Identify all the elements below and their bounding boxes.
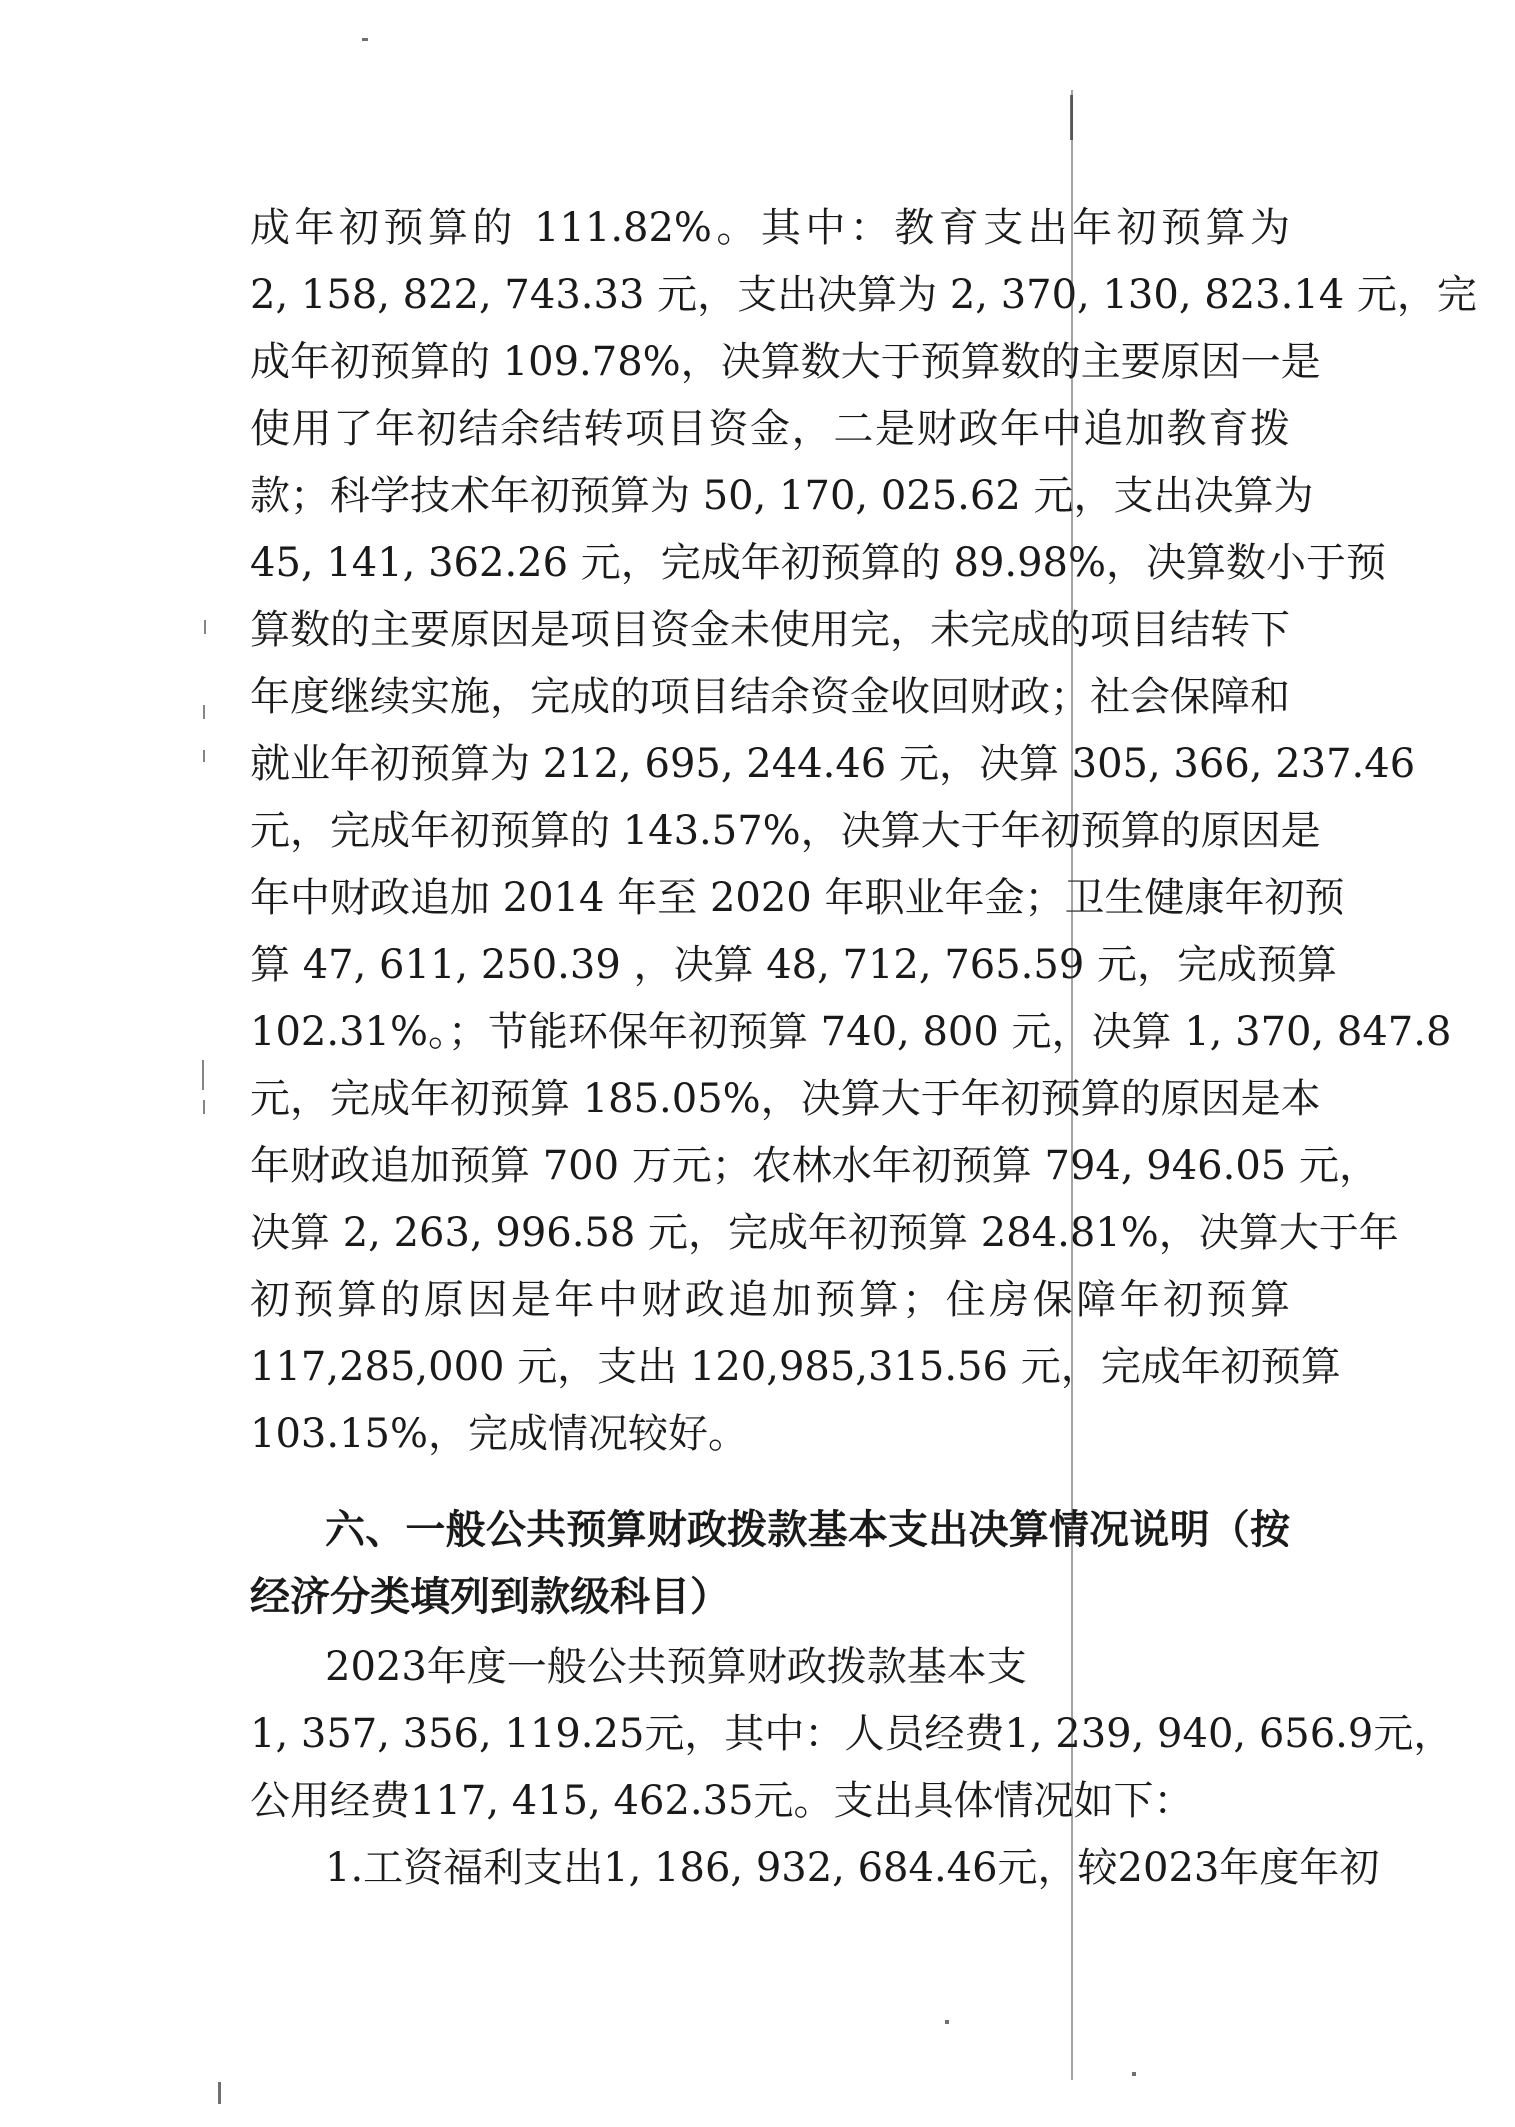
scan-speck [218,2082,221,2104]
scan-speck [362,38,368,41]
section-heading: 六、一般公共预算财政拨款基本支出决算情况说明（按 [325,1506,1290,1553]
body-text-line: 使用了年初结余结转项目资金，二是财政年中追加教育拨 [250,406,1290,452]
body-text-line: 1, 357, 356, 119.25元，其中：人员经费1, 239, 940, 656.9元， [250,1711,1454,1757]
body-text-line: 2, 158, 822, 743.33 元，支出决算为 2, 370, 130, 823.14 元，完 [250,272,1477,318]
body-text-line: 2023年度一般公共预算财政拨款基本支 [325,1644,1027,1690]
body-text-line: 款；科学技术年初预算为 50, 170, 025.62 元，支出决算为 [250,473,1314,519]
body-text-line: 决算 2, 263, 996.58 元，完成年初预算 284.81%，决算大于年 [250,1210,1399,1256]
body-text-line: 成年初预算的 111.82%。其中：教育支出年初预算为 [250,205,1290,251]
body-text-line: 初预算的原因是年中财政追加预算；住房保障年初预算 [250,1277,1290,1323]
scan-speck [1132,2072,1136,2076]
scan-fold-line [1071,90,1073,2080]
section-heading: 经济分类填列到款级科目） [250,1573,730,1620]
scan-speck [204,620,206,634]
body-text-line: 年财政追加预算 700 万元；农林水年初预算 794, 946.05 元， [250,1143,1379,1189]
body-text-line: 103.15%，完成情况较好。 [250,1411,748,1457]
body-text-line: 年中财政追加 2014 年至 2020 年职业年金；卫生健康年初预 [250,875,1345,921]
scan-speck [202,1060,204,1090]
body-text-line: 45, 141, 362.26 元，完成年初预算的 89.98%，决算数小于预 [250,540,1387,586]
body-text-line: 算 47, 611, 250.39 ，决算 48, 712, 765.59 元，完成预算 [250,942,1337,988]
body-text-line: 117,285,000 元，支出 120,985,315.56 元，完成年初预算 [250,1344,1341,1390]
scan-speck [203,750,205,762]
scan-speck [203,705,205,719]
body-text-line: 102.31%。；节能环保年初预算 740, 800 元，决算 1, 370, 847.8 [250,1009,1452,1055]
body-text-line: 1.工资福利支出1, 186, 932, 684.46元，较2023年度年初 [325,1845,1380,1891]
body-text-line: 成年初预算的 109.78%，决算数大于预算数的主要原因一是 [250,339,1321,385]
body-text-line: 元，完成年初预算 185.05%，决算大于年初预算的原因是本 [250,1076,1321,1122]
body-text-line: 年度继续实施，完成的项目结余资金收回财政；社会保障和 [250,674,1290,720]
scan-fold-line [1070,95,1073,140]
body-text-line: 就业年初预算为 212, 695, 244.46 元，决算 305, 366, 237.46 [250,741,1416,787]
scan-speck [203,1100,205,1114]
body-text-line: 算数的主要原因是项目资金未使用完，未完成的项目结转下 [250,607,1290,653]
scan-speck [945,2020,949,2024]
body-text-line: 公用经费117, 415, 462.35元。支出具体情况如下： [250,1778,1194,1824]
body-text-line: 元，完成年初预算的 143.57%，决算大于年初预算的原因是 [250,808,1321,854]
